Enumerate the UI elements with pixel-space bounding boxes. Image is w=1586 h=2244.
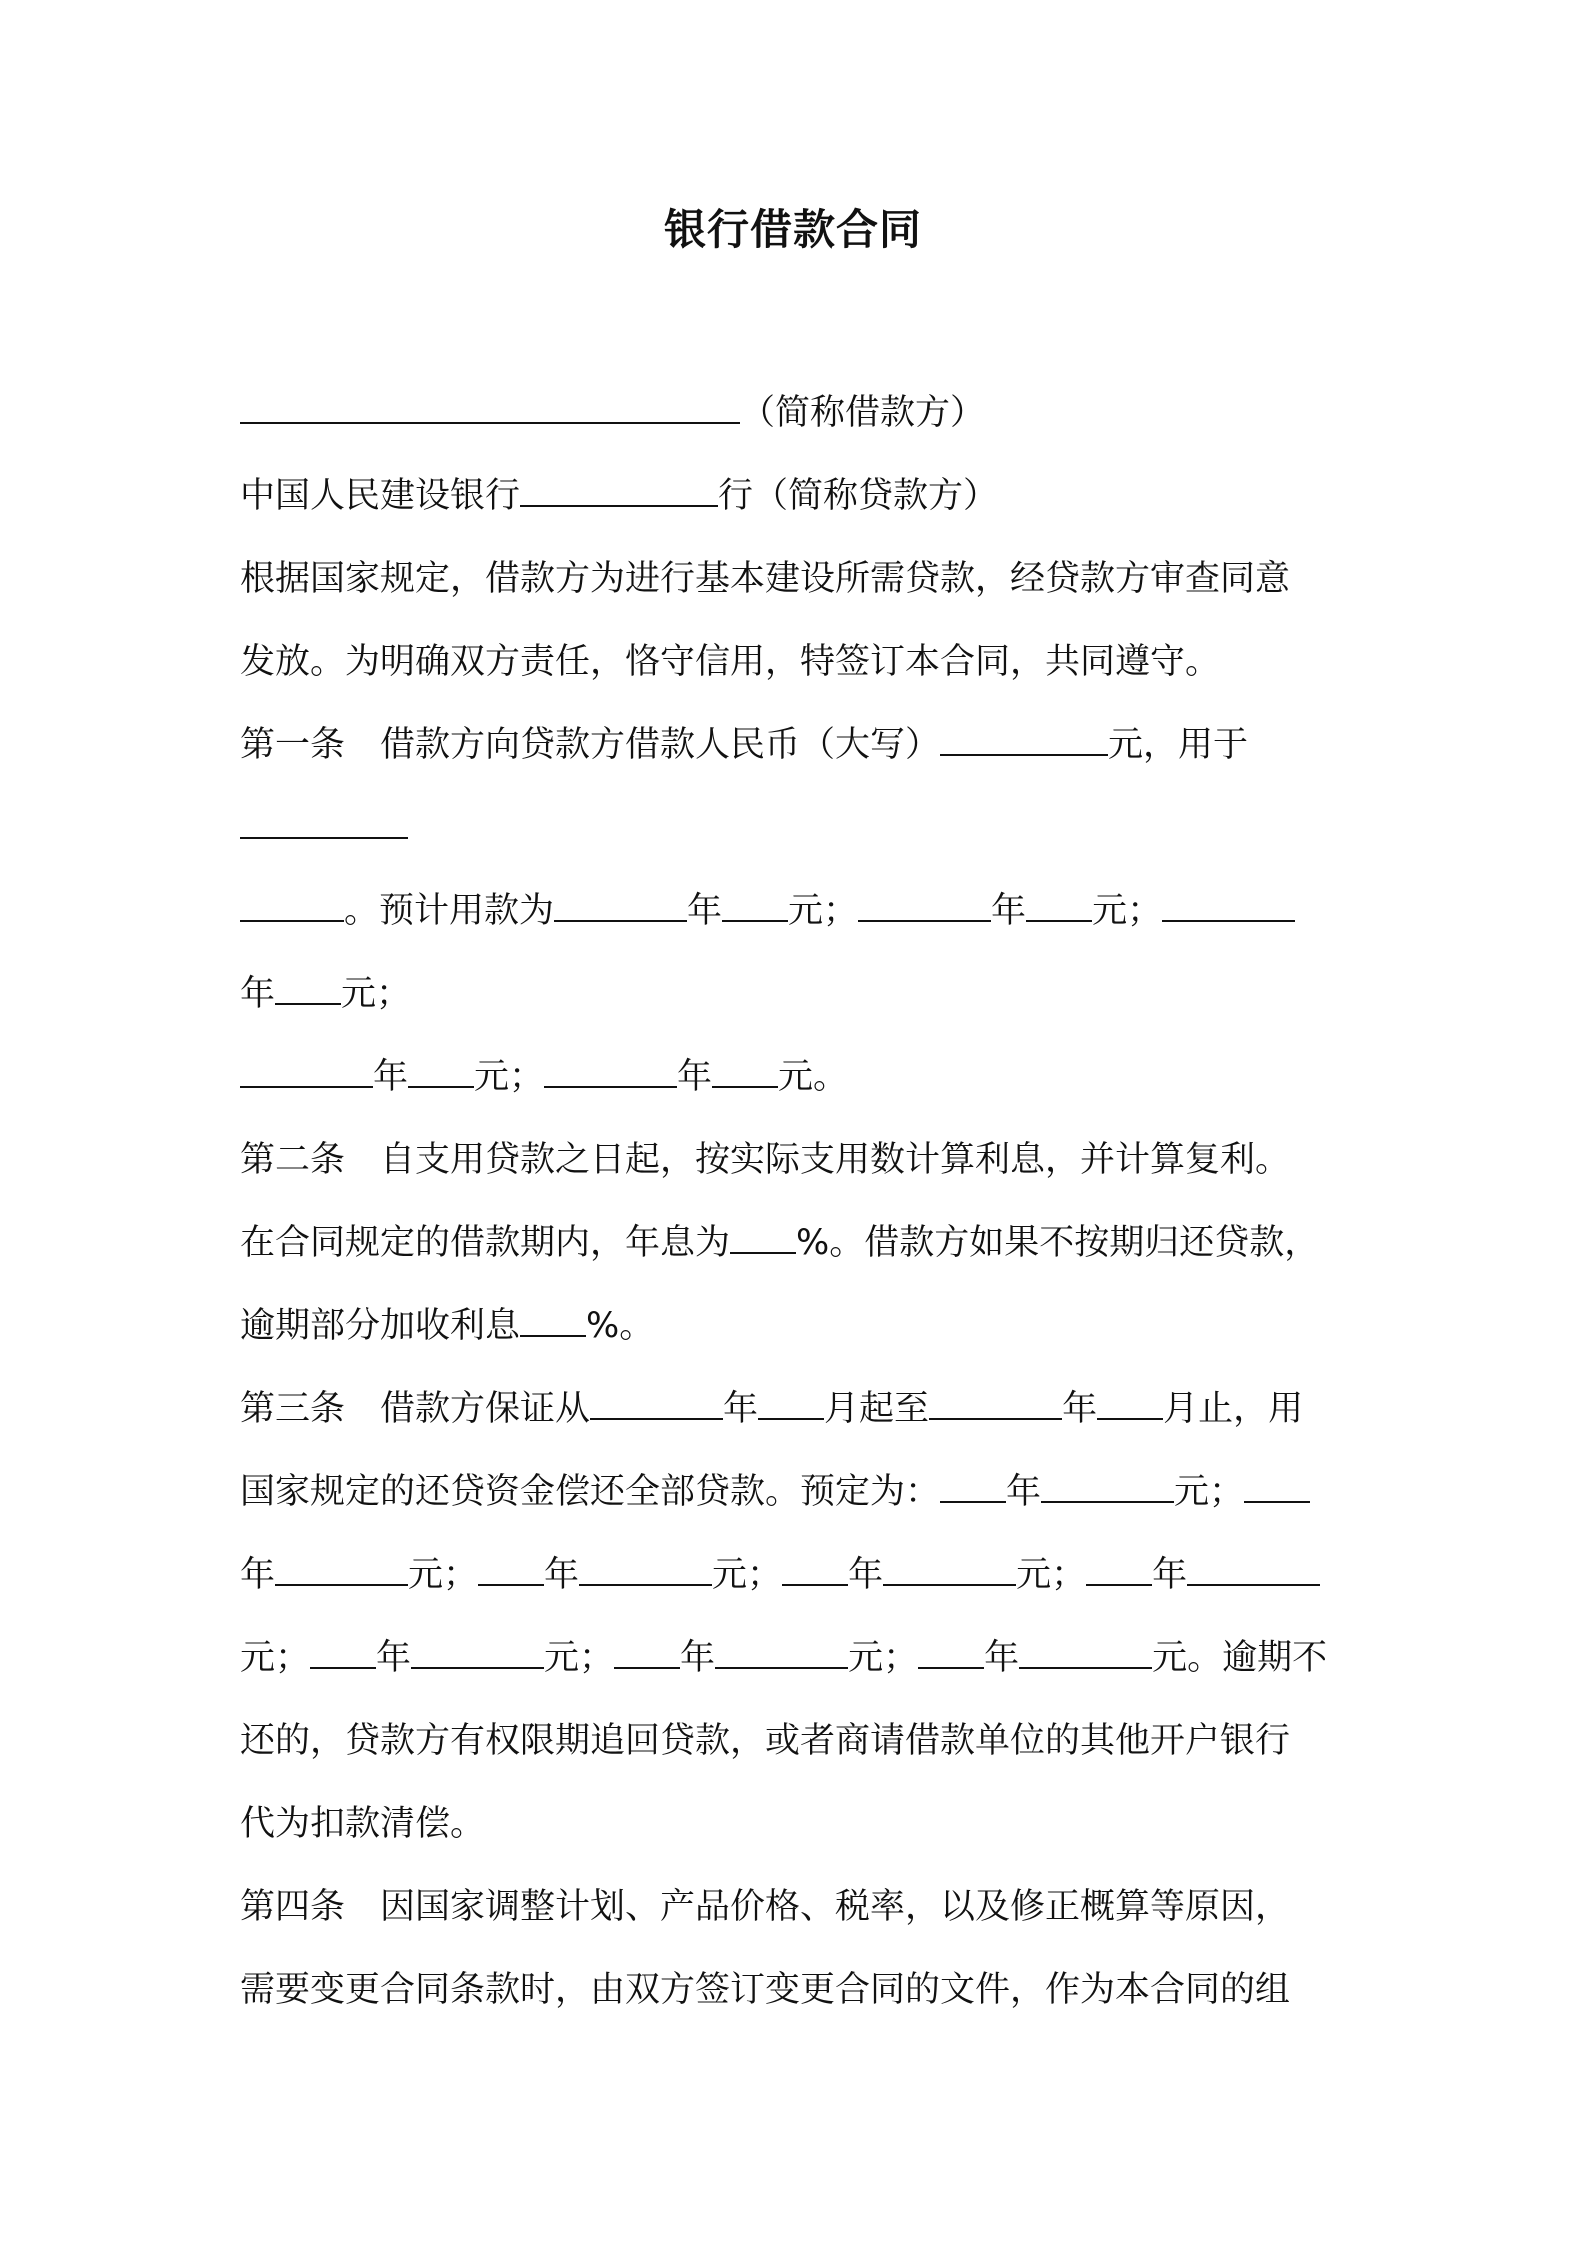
interest-rate-blank[interactable] [730,1222,796,1254]
article-1-line-5 [240,1036,1360,1119]
year-label: 年 [680,1638,716,1678]
month-to-text: 月起至 [824,1389,930,1429]
repay-plan-text: 国家规定的还贷资金偿还全部贷款。预定为： [240,1472,941,1512]
article-4-line-1 [240,1866,1360,1949]
year-label: 年 [1062,1389,1098,1429]
article-4-line-2: 需要变更合同条款时，由双方签订变更合同的文件，作为本合同的组 [240,1970,1291,2010]
plan-amount-blank[interactable] [1187,1554,1320,1586]
year-label: 年 [240,974,276,1014]
article-1-line-3 [240,870,1360,953]
article-2-label: 第二条 [240,1140,346,1180]
usage-year-blank-2[interactable] [858,890,991,922]
plan-amount-blank[interactable] [275,1554,408,1586]
plan-amount-blank[interactable] [1019,1637,1152,1669]
preamble-line-2: 发放。为明确双方责任，恪守信用，特签订本合同，共同遵守。 [240,642,1221,682]
year-label: 年 [677,1057,713,1097]
article-4-label: 第四条 [240,1887,346,1927]
plan-amount-blank[interactable] [883,1554,1016,1586]
article-3-line-2 [240,1451,1360,1534]
year-label: 年 [984,1638,1020,1678]
plan-amount-blank[interactable] [1041,1471,1174,1503]
yuan-label: 元； [240,1638,311,1678]
article-2-text: 自支用贷款之日起，按实际支用数计算利息，并计算复利。 [380,1140,1291,1180]
lender-line [240,455,1360,538]
borrower-line [240,372,1360,455]
article-4-text: 因国家调整计划、产品价格、税率，以及修正概算等原因， [380,1887,1291,1927]
repay-end-month-blank[interactable] [1097,1388,1163,1420]
yuan-label: 元； [474,1057,545,1097]
usage-amount-blank-5[interactable] [712,1056,778,1088]
usage-amount-blank-2[interactable] [1026,890,1092,922]
usage-amount-blank-4[interactable] [408,1056,474,1088]
yuan-label: 元； [1092,891,1163,931]
article-2-line-3 [240,1285,1360,1368]
loan-purpose-blank-2[interactable] [240,890,344,922]
lender-alias-text: 行（简称贷款方） [718,476,999,516]
plan-year-blank[interactable] [782,1554,848,1586]
document-title: 银行借款合同 [663,205,922,254]
penalty-rate-blank[interactable] [520,1305,586,1337]
repay-start-month-blank[interactable] [758,1388,824,1420]
usage-year-blank-3[interactable] [1162,890,1295,922]
plan-year-blank[interactable] [918,1637,984,1669]
usage-year-blank-4[interactable] [240,1056,373,1088]
article-3-line-6: 代为扣款清偿。 [240,1804,486,1844]
year-label: 年 [991,891,1027,931]
year-label: 年 [723,1389,759,1429]
yuan-label: 元。 [778,1057,849,1097]
penalty-interest-text: 逾期部分加收利息 [240,1306,521,1346]
usage-year-blank-5[interactable] [544,1056,677,1088]
borrower-name-blank[interactable] [240,392,740,424]
plan-amount-blank[interactable] [579,1554,712,1586]
article-1-line-2 [240,787,1360,870]
plan-amount-blank[interactable] [715,1637,848,1669]
document-body [240,372,1360,2032]
year-label: 年 [544,1555,580,1595]
repay-from-text: 借款方保证从 [380,1389,591,1429]
article-2-line-2 [240,1202,1360,1285]
lender-bank-text: 中国人民建设银行 [240,476,521,516]
article-1-label: 第一条 [240,725,346,765]
lender-branch-blank[interactable] [520,475,718,507]
yuan-label: 元； [788,891,859,931]
usage-amount-blank-3[interactable] [275,973,341,1005]
yuan-label: 元； [1174,1472,1245,1512]
yuan-label: 元； [408,1555,479,1595]
year-label: 年 [1006,1472,1042,1512]
article-1-text: 借款方向贷款方借款人民币（大写） [380,725,941,765]
article-1-yuan-text: 元，用于 [1108,725,1249,765]
article-3-label: 第三条 [240,1389,346,1429]
yuan-label: 元； [848,1638,919,1678]
yuan-label: 元； [341,974,412,1014]
loan-purpose-blank[interactable] [240,807,408,839]
article-3-line-1 [240,1368,1360,1451]
article-1-line-4 [240,953,1360,1036]
usage-year-blank-1[interactable] [554,890,687,922]
plan-year-blank[interactable] [1244,1471,1310,1503]
year-label: 年 [376,1638,412,1678]
yuan-label: 元； [544,1638,615,1678]
plan-amount-blank[interactable] [411,1637,544,1669]
year-label: 年 [373,1057,409,1097]
plan-year-blank[interactable] [614,1637,680,1669]
overdue-text: %。借款方如果不按期归还贷款， [796,1223,1320,1263]
overdue-start-text: 元。逾期不 [1152,1638,1328,1678]
plan-year-blank[interactable] [478,1554,544,1586]
interest-rate-text: 在合同规定的借款期内，年息为 [240,1223,731,1263]
article-3-line-4 [240,1617,1360,1700]
month-end-text: 月止，用 [1163,1389,1304,1429]
year-label: 年 [240,1555,276,1595]
usage-amount-blank-1[interactable] [722,890,788,922]
loan-amount-blank[interactable] [940,724,1108,756]
percent-label: %。 [586,1306,655,1346]
preamble-line-1: 根据国家规定，借款方为进行基本建设所需贷款，经贷款方审查同意 [240,559,1291,599]
article-3-line-3 [240,1534,1360,1617]
planned-usage-text: 。预计用款为 [344,891,555,931]
yuan-label: 元； [1016,1555,1087,1595]
borrower-alias-text: （简称借款方） [740,393,986,433]
yuan-label: 元； [712,1555,783,1595]
plan-year-blank[interactable] [310,1637,376,1669]
year-label: 年 [687,891,723,931]
year-label: 年 [848,1555,884,1595]
article-2-line-1 [240,1119,1360,1202]
year-label: 年 [1152,1555,1188,1595]
repay-end-year-blank[interactable] [929,1388,1062,1420]
article-1-line-1 [240,704,1360,787]
repay-start-year-blank[interactable] [590,1388,723,1420]
plan-year-blank[interactable] [940,1471,1006,1503]
article-3-line-5: 还的，贷款方有权限期追回贷款，或者商请借款单位的其他开户银行 [240,1721,1291,1761]
plan-year-blank[interactable] [1086,1554,1152,1586]
